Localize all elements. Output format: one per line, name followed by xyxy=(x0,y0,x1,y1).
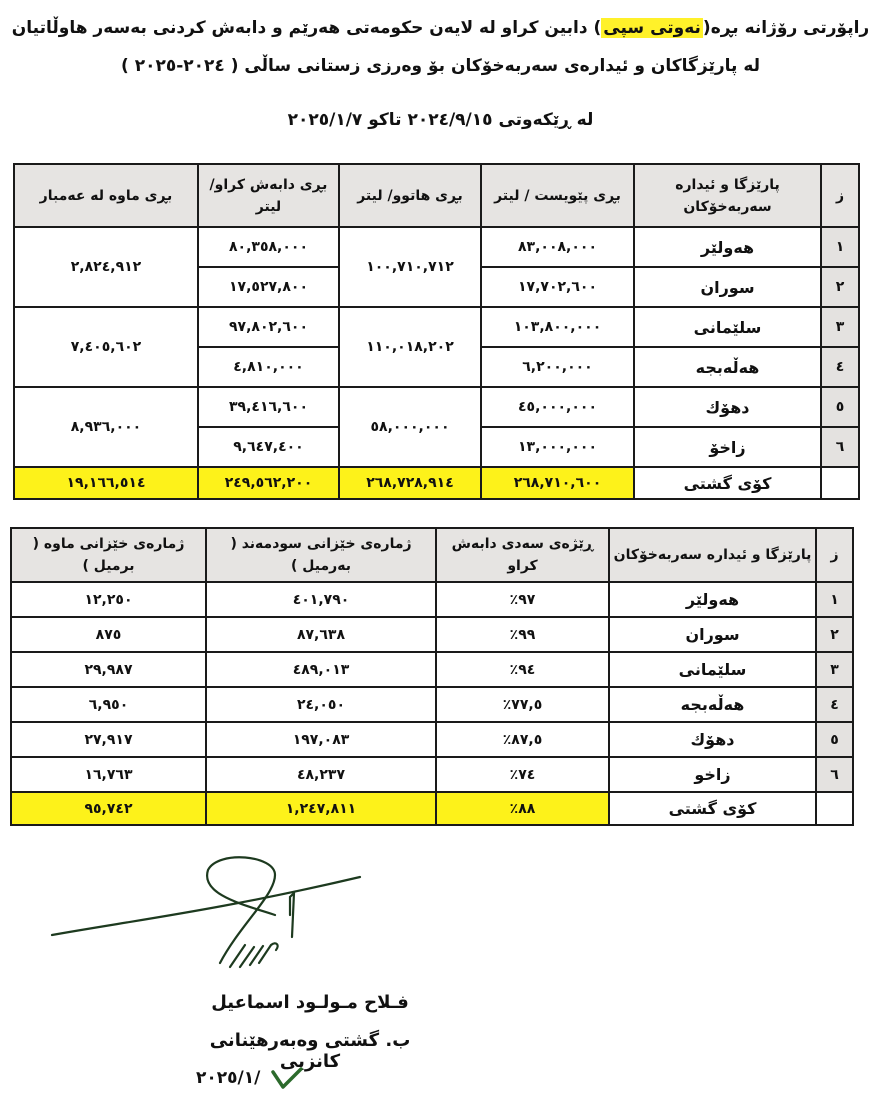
total-beneficiary: ١,٢٤٧,٨١١ xyxy=(206,792,436,825)
total-required: ٢٦٨,٧١٠,٦٠٠ xyxy=(481,467,634,499)
report-date-range: لە ڕێکەوتی ٢٠٢٤/٩/١٥ تاکو ٢٠٢٥/١/٧ xyxy=(287,110,594,130)
total-remaining: ١٩,١٦٦,٥١٤ xyxy=(14,467,198,499)
row-index: ٣ xyxy=(821,307,859,347)
total-remaining-families: ٩٥,٧٤٢ xyxy=(11,792,206,825)
row-index: ٦ xyxy=(816,757,853,792)
report-title-line2: لە پارێزگاکان و ئیدارەی سەربەخۆکان بۆ وەرزی زستانی ساڵی ( ٢٠٢٤-٢٠٢٥ ) xyxy=(120,56,761,76)
remaining-families-value: ٢٧,٩١٧ xyxy=(11,722,206,757)
remaining-families-value: ٨٧٥ xyxy=(11,617,206,652)
remaining-value: ٢,٨٢٤,٩١٢ xyxy=(14,227,198,307)
percent-value: ٪٧٧,٥ xyxy=(436,687,609,722)
governorate-name: سلێمانی xyxy=(609,652,816,687)
header-governorate: پارێزگا و ئیدارە سەربەخۆکان xyxy=(634,164,821,227)
header-beneficiary: ژمارەی خێزانی سودمەند ( بەرمیل ) xyxy=(206,528,436,582)
remaining-families-value: ٢٩,٩٨٧ xyxy=(11,652,206,687)
percent-value: ٪٩٤ xyxy=(436,652,609,687)
total-row xyxy=(14,467,859,499)
header-governorate: پارێزگا و ئیدارە سەربەخۆکان xyxy=(609,528,816,582)
distributed-value: ٤,٨١٠,٠٠٠ xyxy=(198,347,339,387)
header-index: ز xyxy=(821,164,859,227)
table-row xyxy=(11,582,853,617)
governorate-name: هەڵەبجە xyxy=(609,687,816,722)
signatory-name: فـلاح مـولـود اسماعیل xyxy=(211,992,409,1013)
table-row xyxy=(14,227,859,267)
table-row xyxy=(11,652,853,687)
required-value: ٦,٢٠٠,٠٠٠ xyxy=(481,347,634,387)
beneficiary-value: ٢٤,٠٥٠ xyxy=(206,687,436,722)
table-row xyxy=(11,722,853,757)
arrived-value: ٥٨,٠٠٠,٠٠٠ xyxy=(339,387,481,467)
remaining-families-value: ١٢,٢٥٠ xyxy=(11,582,206,617)
required-value: ١٠٣,٨٠٠,٠٠٠ xyxy=(481,307,634,347)
table-header-row xyxy=(11,528,853,582)
total-index-cell xyxy=(821,467,859,499)
remaining-value: ٧,٤٠٥,٦٠٢ xyxy=(14,307,198,387)
row-index: ٤ xyxy=(816,687,853,722)
families-table xyxy=(10,527,854,826)
row-index: ٢ xyxy=(821,267,859,307)
highlighted-term: نەوتی سپی xyxy=(603,18,701,38)
table-row xyxy=(11,687,853,722)
header-index: ز xyxy=(816,528,853,582)
total-row xyxy=(11,792,853,825)
required-value: ٤٥,٠٠٠,٠٠٠ xyxy=(481,387,634,427)
beneficiary-value: ٤٨,٢٣٧ xyxy=(206,757,436,792)
distributed-value: ١٧,٥٢٧,٨٠٠ xyxy=(198,267,339,307)
fuel-quantity-table xyxy=(13,163,860,500)
total-percent: ٪٨٨ xyxy=(436,792,609,825)
percent-value: ٪٨٧,٥ xyxy=(436,722,609,757)
signatory-title: ب. گشتی وەبەرهێنانی کانزیی xyxy=(209,1030,411,1072)
percent-value: ٪٧٤ xyxy=(436,757,609,792)
table-row xyxy=(14,307,859,347)
governorate-name: هەڵەبجە xyxy=(634,347,821,387)
table-row xyxy=(14,387,859,427)
row-index: ١ xyxy=(821,227,859,267)
remaining-value: ٨,٩٣٦,٠٠٠ xyxy=(14,387,198,467)
header-arrived: بڕی هاتوو/ لیتر xyxy=(339,164,481,227)
governorate-name: سوران xyxy=(634,267,821,307)
header-remaining-families: ژمارەی خێزانی ماوە ( برمیل ) xyxy=(11,528,206,582)
total-label: کۆی گشتی xyxy=(634,467,821,499)
row-index: ٥ xyxy=(821,387,859,427)
governorate-name: دهۆك xyxy=(634,387,821,427)
table-row xyxy=(11,757,853,792)
row-index: ١ xyxy=(816,582,853,617)
total-index-cell xyxy=(816,792,853,825)
governorate-name: سلێمانی xyxy=(634,307,821,347)
title-suffix: ) دابین کراو لە لایەن حکومەتی هەرێم و دابەش کردنی بەسەر هاوڵاتیان xyxy=(11,18,602,38)
table-row xyxy=(11,617,853,652)
beneficiary-value: ٤٠١,٧٩٠ xyxy=(206,582,436,617)
title-prefix: راپۆرتی رۆژانە بڕە( xyxy=(702,18,870,38)
handwritten-signature-icon xyxy=(50,855,370,995)
governorate-name: زاخۆ xyxy=(634,427,821,467)
total-arrived: ٢٦٨,٧٢٨,٩١٤ xyxy=(339,467,481,499)
signature-date xyxy=(196,1066,304,1090)
remaining-families-value: ٦,٩٥٠ xyxy=(11,687,206,722)
row-index: ٣ xyxy=(816,652,853,687)
date-text: ٢٠٢٥/١/ xyxy=(196,1068,261,1088)
header-remaining: بڕی ماوە لە عەمبار xyxy=(14,164,198,227)
required-value: ٨٣,٠٠٨,٠٠٠ xyxy=(481,227,634,267)
header-distributed: بڕی دابەش کراو/ لیتر xyxy=(198,164,339,227)
governorate-name: دهۆك xyxy=(609,722,816,757)
remaining-families-value: ١٦,٧٦٣ xyxy=(11,757,206,792)
governorate-name: زاخو xyxy=(609,757,816,792)
percent-value: ٪٩٩ xyxy=(436,617,609,652)
required-value: ١٧,٧٠٢,٦٠٠ xyxy=(481,267,634,307)
total-distributed: ٢٤٩,٥٦٢,٢٠٠ xyxy=(198,467,339,499)
beneficiary-value: ٨٧,٦٣٨ xyxy=(206,617,436,652)
required-value: ١٣,٠٠٠,٠٠٠ xyxy=(481,427,634,467)
total-label: کۆی گشتی xyxy=(609,792,816,825)
distributed-value: ٣٩,٤١٦,٦٠٠ xyxy=(198,387,339,427)
table-header-row xyxy=(14,164,859,227)
governorate-name: سوران xyxy=(609,617,816,652)
row-index: ٥ xyxy=(816,722,853,757)
governorate-name: هەولێر xyxy=(634,227,821,267)
header-required: بڕی پێویست / لیتر xyxy=(481,164,634,227)
distributed-value: ٩٧,٨٠٢,٦٠٠ xyxy=(198,307,339,347)
header-percent: ڕێژەی سەدی دابەش کراو xyxy=(436,528,609,582)
beneficiary-value: ١٩٧,٠٨٣ xyxy=(206,722,436,757)
arrived-value: ١١٠,٠١٨,٢٠٢ xyxy=(339,307,481,387)
row-index: ٢ xyxy=(816,617,853,652)
percent-value: ٪٩٧ xyxy=(436,582,609,617)
beneficiary-value: ٤٨٩,٠١٣ xyxy=(206,652,436,687)
governorate-name: هەولێر xyxy=(609,582,816,617)
checkmark-icon xyxy=(270,1066,304,1090)
distributed-value: ٩,٦٤٧,٤٠٠ xyxy=(198,427,339,467)
row-index: ٤ xyxy=(821,347,859,387)
report-title-line1 xyxy=(0,18,881,38)
row-index: ٦ xyxy=(821,427,859,467)
arrived-value: ١٠٠,٧١٠,٧١٢ xyxy=(339,227,481,307)
distributed-value: ٨٠,٣٥٨,٠٠٠ xyxy=(198,227,339,267)
